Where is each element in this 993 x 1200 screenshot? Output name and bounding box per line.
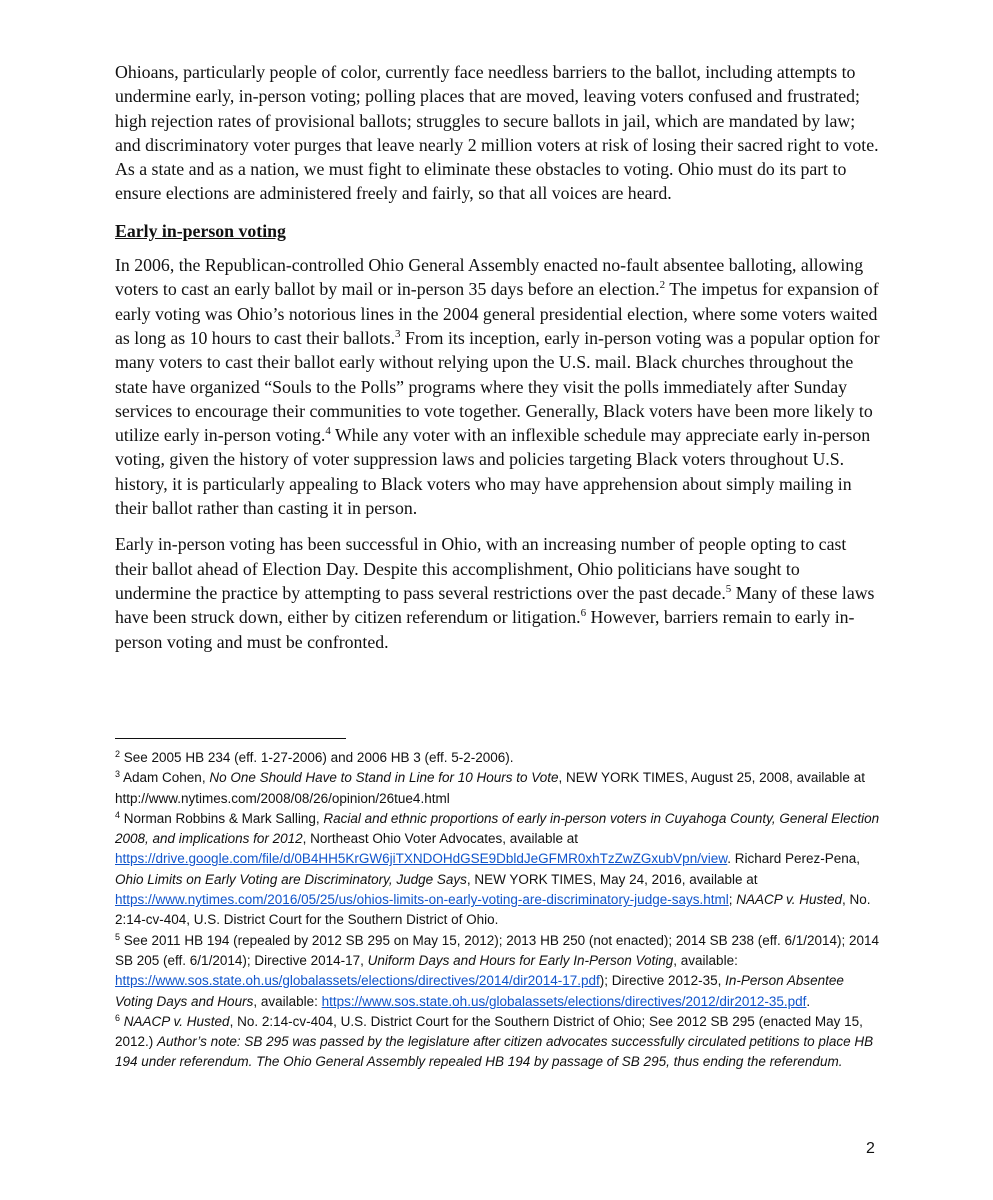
article-title: Ohio Limits on Early Voting are Discriminatory, Judge Says: [115, 871, 467, 887]
footnote-3: [115, 768, 880, 809]
paragraph-text: However, barriers remain to early in-person voting and must be confronted.: [115, 607, 855, 652]
footnote-text: , Northeast Ohio Voter Advocates, available at: [302, 831, 579, 847]
footnote-text: , No. 2:14-cv-404, U.S. District Court for the Southern District of Ohio; See 2012 SB 295 (enacted May 15, 2012.): [115, 1013, 863, 1050]
footnote-text: ;: [728, 892, 737, 908]
section-heading: Early in-person voting: [115, 220, 286, 241]
footnote-text: , available:: [253, 993, 322, 1009]
footnote-text: Adam Cohen,: [120, 770, 210, 786]
footnote-ref-2[interactable]: 2: [659, 279, 666, 292]
footnote-ref-6[interactable]: 6: [580, 607, 587, 620]
case-name: NAACP v. Husted: [123, 1013, 230, 1029]
footnote-number: 4: [115, 809, 121, 820]
footnote-number: 6: [115, 1012, 121, 1023]
footnote-text: , NEW YORK TIMES, May 24, 2016, available at: [466, 871, 758, 887]
footnotes: [115, 748, 880, 1073]
authors-note: Author’s note: SB 295 was passed by the legislature after citizen advocates successfully circulated petitions to place HB 194 under referendum. The Ohio General Assembly repealed HB 194 by passage of SB 295, thus ending the referendum.: [115, 1034, 874, 1070]
footnote-separator: [115, 738, 346, 739]
footnote-text: .: [806, 993, 811, 1009]
article-title: No One Should Have to Stand in Line for 10 Hours to Vote: [209, 770, 559, 786]
footnote-4: [115, 809, 880, 931]
early-voting-success-paragraph: [115, 532, 880, 653]
case-name: NAACP v. Husted: [736, 892, 843, 908]
directive-title: Uniform Days and Hours for Early In-Person Voting: [367, 952, 674, 968]
footnote-text: Norman Robbins & Mark Salling,: [120, 810, 324, 826]
paragraph-text: While any voter with an inflexible schedule may appreciate early in-person voting, given the history of voter suppression laws and policies targeting Black voters throughout U.S. history, it is particularly appealing to Black voters who may have apprehension about simply mailing in their ballot rather than casting it in person.: [115, 425, 871, 519]
intro-paragraph: Ohioans, particularly people of color, currently face needless barriers to the ballot, including attempts to undermine early, in-person voting; polling places that are moved, leaving voters confused and frustrated; high rejection rates of provisional ballots; struggles to secure ballots in jail, which are mandated by law; and discriminatory voter purges that leave nearly 2 million voters at risk of losing their sacred right to vote. As a state and as a nation, we must fight to eliminate these obstacles to voting. Ohio must do its part to ensure elections are administered freely and fairly, so that all voices are heard.: [115, 62, 879, 204]
footnote-ref-4[interactable]: 4: [325, 425, 331, 438]
footnote-text: , No. 2:14-cv-404, U.S. District Court for the Southern District of Ohio.: [115, 892, 871, 928]
nytimes-link[interactable]: https://www.nytimes.com/2016/05/25/us/ohios-limits-on-early-voting-are-discriminatory-judge-says.html: [115, 892, 729, 908]
footnote-text: ); Directive 2012-35,: [599, 973, 726, 989]
directive-title: In-Person Absentee Voting Days and Hours: [115, 973, 844, 1009]
footnote-text: , NEW YORK TIMES, August 25, 2008, available at http://www.nytimes.com/2008/08/26/opinion/26tue4.html: [115, 770, 865, 806]
footnote-number: 3: [115, 769, 121, 780]
footnote-6: [115, 1012, 880, 1073]
paragraph-text: The impetus for expansion of early voting was Ohio’s notorious lines in the 2004 general presidential election, where some voters waited as long as 10 hours to cast their ballots.: [115, 279, 879, 348]
paragraph-text: In 2006, the Republican-controlled Ohio General Assembly enacted no-fault absentee balloting, allowing voters to cast an early ballot by mail or in-person 35 days before an election.: [115, 255, 864, 300]
paragraph-text: Early in-person voting has been successful in Ohio, with an increasing number of people opting to cast their ballot ahead of Election Day. Despite this accomplishment, Ohio politicians have sought to undermine the practice by attempting to pass several restrictions over the past decade.: [115, 534, 847, 603]
google-drive-link[interactable]: https://drive.google.com/file/d/0B4HH5KrGW6jiTXNDOHdGSE9DbldJeGFMR0xhTzZwZGxubVpn/view: [115, 851, 728, 867]
footnote-text: . Richard Perez-Pena,: [727, 851, 861, 867]
directive-2012-35-link[interactable]: https://www.sos.state.oh.us/globalassets/elections/directives/2012/dir2012-35.pdf: [321, 993, 807, 1009]
footnote-ref-5[interactable]: 5: [725, 582, 732, 595]
paragraph-text: From its inception, early in-person voting was a popular option for many voters to cast their ballot early without relying upon the U.S. mail. Black churches throughout the state have organized “Souls to the Polls” programs where they visit the polls immediately after Sunday services to encourage their communities to vote together. Generally, Black voters have been more likely to utilize early in-person voting.: [115, 327, 880, 446]
footnote-number: 5: [115, 931, 121, 942]
page-number: 2: [866, 1140, 875, 1157]
footnote-2: [115, 748, 880, 768]
paragraph-text: Many of these laws have been struck down, either by citizen referendum or litigation.: [115, 582, 875, 628]
footnote-text: See 2011 HB 194 (repealed by 2012 SB 295 on May 15, 2012); 2013 HB 250 (not enacted); 2014 SB 238 (eff. 6/1/2014); 2014 SB 205 (eff. 6/1/2014); Directive 2014-17,: [115, 932, 880, 968]
footnote-text: See 2005 HB 234 (eff. 1-27-2006) and 2006 HB 3 (eff. 5-2-2006).: [120, 750, 514, 765]
footnote-number: 2: [115, 749, 121, 759]
footnote-5: [115, 931, 880, 1012]
directive-2014-17-link[interactable]: https://www.sos.state.oh.us/globalassets/elections/directives/2014/dir2014-17.pdf: [115, 973, 600, 989]
report-title: Racial and ethnic proportions of early in-person voters in Cuyahoga County, General Election 2008, and implications for 2012: [115, 810, 880, 847]
footnote-text: , available:: [673, 952, 738, 968]
early-voting-history-paragraph: [115, 253, 880, 520]
document-body: [115, 60, 880, 654]
footnote-ref-3[interactable]: 3: [395, 327, 401, 340]
